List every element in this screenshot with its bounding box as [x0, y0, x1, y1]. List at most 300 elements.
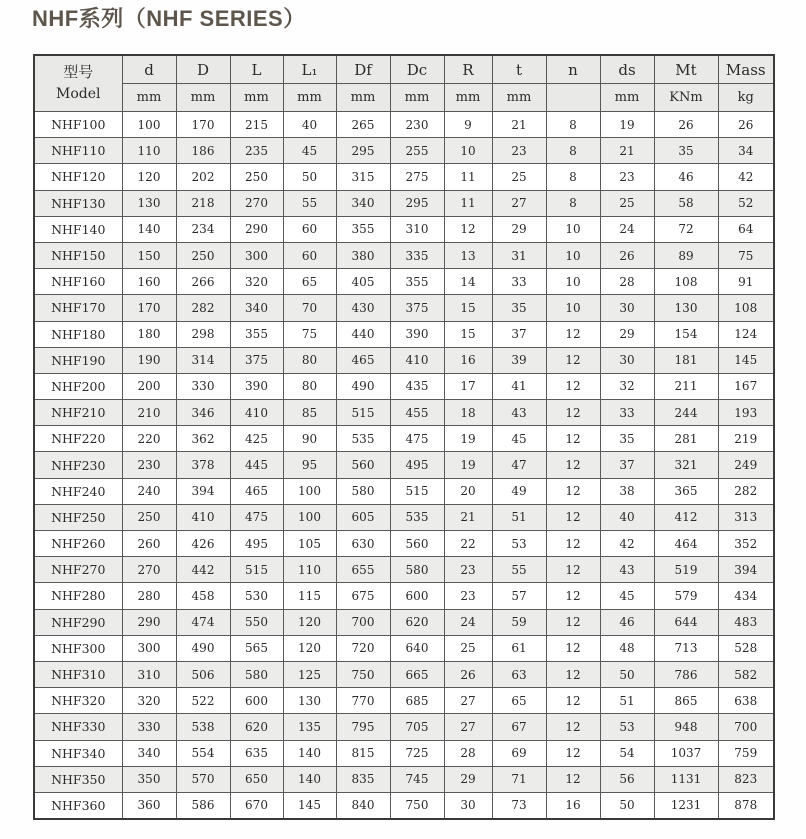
value-cell-ds: 56 [600, 766, 654, 792]
model-cell: NHF190 [34, 347, 122, 373]
model-cell: NHF150 [34, 242, 122, 268]
model-cell: NHF330 [34, 714, 122, 740]
table-row-nhf110 [34, 138, 774, 164]
value-cell-mass: 878 [718, 792, 774, 819]
value-cell-t: 67 [492, 714, 546, 740]
value-cell-l1: 115 [283, 583, 336, 609]
value-cell-n: 12 [546, 766, 600, 792]
value-cell-l1: 100 [283, 478, 336, 504]
table-row-nhf260 [34, 531, 774, 557]
value-cell-dc: 375 [390, 295, 444, 321]
value-cell-df: 605 [336, 504, 390, 530]
value-cell-d-cap: 490 [176, 635, 230, 661]
value-cell-d-cap: 250 [176, 242, 230, 268]
value-cell-dc: 745 [390, 766, 444, 792]
value-cell-n: 8 [546, 190, 600, 216]
value-cell-t: 39 [492, 347, 546, 373]
value-cell-mass: 91 [718, 269, 774, 295]
value-cell-mass: 145 [718, 347, 774, 373]
value-cell-df: 430 [336, 295, 390, 321]
column-unit-dc: mm [390, 84, 444, 112]
value-cell-r: 26 [444, 661, 492, 687]
value-cell-t: 73 [492, 792, 546, 819]
value-cell-d: 230 [122, 452, 176, 478]
value-cell-n: 12 [546, 635, 600, 661]
value-cell-n: 8 [546, 164, 600, 190]
value-cell-d-cap: 554 [176, 740, 230, 766]
column-unit-l1: mm [283, 84, 336, 112]
value-cell-r: 18 [444, 400, 492, 426]
value-cell-mt: 519 [654, 557, 718, 583]
value-cell-dc: 560 [390, 531, 444, 557]
value-cell-df: 720 [336, 635, 390, 661]
value-cell-n: 12 [546, 347, 600, 373]
value-cell-dc: 750 [390, 792, 444, 819]
value-cell-l: 635 [230, 740, 283, 766]
value-cell-t: 29 [492, 216, 546, 242]
value-cell-n: 12 [546, 609, 600, 635]
value-cell-r: 15 [444, 295, 492, 321]
value-cell-mass: 700 [718, 714, 774, 740]
value-cell-mt: 72 [654, 216, 718, 242]
value-cell-l1: 145 [283, 792, 336, 819]
value-cell-t: 47 [492, 452, 546, 478]
table-row-nhf240 [34, 478, 774, 504]
value-cell-d: 260 [122, 531, 176, 557]
value-cell-df: 675 [336, 583, 390, 609]
value-cell-d: 250 [122, 504, 176, 530]
value-cell-l1: 140 [283, 740, 336, 766]
value-cell-l1: 40 [283, 112, 336, 138]
value-cell-l1: 60 [283, 216, 336, 242]
value-cell-ds: 32 [600, 373, 654, 399]
value-cell-t: 37 [492, 321, 546, 347]
value-cell-r: 27 [444, 688, 492, 714]
value-cell-t: 59 [492, 609, 546, 635]
table-row-nhf220 [34, 426, 774, 452]
value-cell-mt: 35 [654, 138, 718, 164]
value-cell-l: 475 [230, 504, 283, 530]
value-cell-d-cap: 346 [176, 400, 230, 426]
value-cell-d: 200 [122, 373, 176, 399]
column-unit-mass: kg [718, 84, 774, 112]
table-row-nhf120 [34, 164, 774, 190]
value-cell-mass: 108 [718, 295, 774, 321]
value-cell-d: 310 [122, 661, 176, 687]
value-cell-d-cap: 426 [176, 531, 230, 557]
value-cell-l1: 100 [283, 504, 336, 530]
value-cell-ds: 54 [600, 740, 654, 766]
value-cell-d: 130 [122, 190, 176, 216]
value-cell-l1: 120 [283, 609, 336, 635]
value-cell-mass: 638 [718, 688, 774, 714]
value-cell-n: 10 [546, 269, 600, 295]
value-cell-dc: 435 [390, 373, 444, 399]
value-cell-l1: 85 [283, 400, 336, 426]
value-cell-d-cap: 282 [176, 295, 230, 321]
value-cell-r: 27 [444, 714, 492, 740]
value-cell-mass: 26 [718, 112, 774, 138]
value-cell-t: 71 [492, 766, 546, 792]
value-cell-d-cap: 170 [176, 112, 230, 138]
value-cell-n: 12 [546, 373, 600, 399]
model-cell: NHF260 [34, 531, 122, 557]
value-cell-df: 535 [336, 426, 390, 452]
value-cell-d: 180 [122, 321, 176, 347]
value-cell-r: 24 [444, 609, 492, 635]
value-cell-t: 41 [492, 373, 546, 399]
value-cell-mass: 167 [718, 373, 774, 399]
model-cell: NHF180 [34, 321, 122, 347]
value-cell-d-cap: 570 [176, 766, 230, 792]
value-cell-l: 445 [230, 452, 283, 478]
value-cell-df: 750 [336, 661, 390, 687]
column-header-model [34, 55, 122, 112]
value-cell-df: 465 [336, 347, 390, 373]
value-cell-d-cap: 314 [176, 347, 230, 373]
value-cell-l: 620 [230, 714, 283, 740]
model-cell: NHF240 [34, 478, 122, 504]
table-row-nhf140 [34, 216, 774, 242]
table-row-nhf100 [34, 112, 774, 138]
value-cell-l: 580 [230, 661, 283, 687]
value-cell-l: 425 [230, 426, 283, 452]
column-header-df: Df [336, 55, 390, 84]
value-cell-l: 270 [230, 190, 283, 216]
value-cell-d-cap: 442 [176, 557, 230, 583]
value-cell-r: 20 [444, 478, 492, 504]
model-cell: NHF310 [34, 661, 122, 687]
column-header-t: t [492, 55, 546, 84]
value-cell-t: 35 [492, 295, 546, 321]
value-cell-ds: 25 [600, 190, 654, 216]
value-cell-mass: 528 [718, 635, 774, 661]
table-row-nhf130 [34, 190, 774, 216]
model-cell: NHF320 [34, 688, 122, 714]
model-cell: NHF200 [34, 373, 122, 399]
value-cell-l1: 105 [283, 531, 336, 557]
value-cell-dc: 410 [390, 347, 444, 373]
value-cell-mt: 244 [654, 400, 718, 426]
value-cell-mt: 644 [654, 609, 718, 635]
value-cell-dc: 580 [390, 557, 444, 583]
value-cell-d: 160 [122, 269, 176, 295]
value-cell-d-cap: 394 [176, 478, 230, 504]
value-cell-mass: 282 [718, 478, 774, 504]
value-cell-dc: 275 [390, 164, 444, 190]
value-cell-d-cap: 362 [176, 426, 230, 452]
model-cell: NHF340 [34, 740, 122, 766]
value-cell-d: 320 [122, 688, 176, 714]
value-cell-d-cap: 202 [176, 164, 230, 190]
value-cell-d: 300 [122, 635, 176, 661]
model-cell: NHF210 [34, 400, 122, 426]
value-cell-l: 290 [230, 216, 283, 242]
value-cell-n: 12 [546, 557, 600, 583]
table-row-nhf150 [34, 242, 774, 268]
value-cell-mt: 211 [654, 373, 718, 399]
value-cell-d: 220 [122, 426, 176, 452]
value-cell-r: 9 [444, 112, 492, 138]
table-row-nhf320 [34, 688, 774, 714]
value-cell-df: 770 [336, 688, 390, 714]
value-cell-n: 10 [546, 242, 600, 268]
column-header-dc: Dc [390, 55, 444, 84]
value-cell-ds: 40 [600, 504, 654, 530]
value-cell-df: 440 [336, 321, 390, 347]
header-unit-row [34, 84, 774, 112]
value-cell-n: 12 [546, 426, 600, 452]
model-cell: NHF130 [34, 190, 122, 216]
value-cell-r: 21 [444, 504, 492, 530]
value-cell-mt: 181 [654, 347, 718, 373]
value-cell-t: 31 [492, 242, 546, 268]
value-cell-ds: 35 [600, 426, 654, 452]
value-cell-l1: 80 [283, 373, 336, 399]
value-cell-t: 25 [492, 164, 546, 190]
value-cell-mt: 713 [654, 635, 718, 661]
value-cell-t: 49 [492, 478, 546, 504]
value-cell-l: 495 [230, 531, 283, 557]
value-cell-mt: 1131 [654, 766, 718, 792]
value-cell-mt: 321 [654, 452, 718, 478]
value-cell-ds: 30 [600, 347, 654, 373]
table-body [34, 112, 774, 820]
value-cell-df: 560 [336, 452, 390, 478]
model-cell: NHF100 [34, 112, 122, 138]
value-cell-t: 21 [492, 112, 546, 138]
value-cell-mt: 579 [654, 583, 718, 609]
value-cell-l: 565 [230, 635, 283, 661]
value-cell-l1: 110 [283, 557, 336, 583]
column-header-mt: Mt [654, 55, 718, 84]
value-cell-df: 630 [336, 531, 390, 557]
value-cell-l: 550 [230, 609, 283, 635]
model-header-en: Model [56, 86, 101, 103]
value-cell-l1: 70 [283, 295, 336, 321]
column-unit-mt: KNm [654, 84, 718, 112]
table-row-nhf280 [34, 583, 774, 609]
value-cell-r: 12 [444, 216, 492, 242]
value-cell-l: 410 [230, 400, 283, 426]
value-cell-dc: 475 [390, 426, 444, 452]
column-header-r: R [444, 55, 492, 84]
value-cell-n: 12 [546, 714, 600, 740]
value-cell-ds: 23 [600, 164, 654, 190]
value-cell-df: 840 [336, 792, 390, 819]
value-cell-d: 110 [122, 138, 176, 164]
value-cell-mass: 124 [718, 321, 774, 347]
value-cell-l: 320 [230, 269, 283, 295]
value-cell-df: 580 [336, 478, 390, 504]
value-cell-t: 65 [492, 688, 546, 714]
value-cell-n: 12 [546, 400, 600, 426]
value-cell-ds: 53 [600, 714, 654, 740]
value-cell-n: 10 [546, 216, 600, 242]
value-cell-l: 515 [230, 557, 283, 583]
value-cell-df: 815 [336, 740, 390, 766]
value-cell-mt: 1231 [654, 792, 718, 819]
value-cell-dc: 640 [390, 635, 444, 661]
value-cell-ds: 28 [600, 269, 654, 295]
value-cell-l: 530 [230, 583, 283, 609]
value-cell-mt: 464 [654, 531, 718, 557]
value-cell-ds: 51 [600, 688, 654, 714]
value-cell-n: 12 [546, 531, 600, 557]
value-cell-dc: 230 [390, 112, 444, 138]
table-row-nhf160 [34, 269, 774, 295]
table-row-nhf340 [34, 740, 774, 766]
value-cell-ds: 29 [600, 321, 654, 347]
model-cell: NHF250 [34, 504, 122, 530]
column-header-d: d [122, 55, 176, 84]
value-cell-dc: 725 [390, 740, 444, 766]
value-cell-mt: 412 [654, 504, 718, 530]
model-cell: NHF280 [34, 583, 122, 609]
column-unit-ds: mm [600, 84, 654, 112]
value-cell-l1: 90 [283, 426, 336, 452]
value-cell-d: 170 [122, 295, 176, 321]
value-cell-d: 290 [122, 609, 176, 635]
value-cell-l: 600 [230, 688, 283, 714]
value-cell-mass: 64 [718, 216, 774, 242]
value-cell-mass: 394 [718, 557, 774, 583]
model-cell: NHF350 [34, 766, 122, 792]
value-cell-df: 265 [336, 112, 390, 138]
value-cell-d: 280 [122, 583, 176, 609]
value-cell-mass: 823 [718, 766, 774, 792]
column-unit-r: mm [444, 84, 492, 112]
column-unit-df: mm [336, 84, 390, 112]
value-cell-dc: 295 [390, 190, 444, 216]
value-cell-r: 28 [444, 740, 492, 766]
column-unit-n [546, 84, 600, 112]
value-cell-l: 670 [230, 792, 283, 819]
value-cell-l1: 50 [283, 164, 336, 190]
value-cell-df: 405 [336, 269, 390, 295]
value-cell-l: 465 [230, 478, 283, 504]
value-cell-df: 355 [336, 216, 390, 242]
value-cell-mass: 483 [718, 609, 774, 635]
table-row-nhf330 [34, 714, 774, 740]
value-cell-l: 300 [230, 242, 283, 268]
column-header-mass: Mass [718, 55, 774, 84]
model-cell: NHF220 [34, 426, 122, 452]
value-cell-mass: 219 [718, 426, 774, 452]
value-cell-d-cap: 506 [176, 661, 230, 687]
value-cell-r: 17 [444, 373, 492, 399]
value-cell-mt: 154 [654, 321, 718, 347]
value-cell-l: 650 [230, 766, 283, 792]
page-title: NHF系列（NHF SERIES） [32, 6, 306, 31]
value-cell-ds: 24 [600, 216, 654, 242]
value-cell-ds: 30 [600, 295, 654, 321]
value-cell-n: 8 [546, 112, 600, 138]
value-cell-r: 13 [444, 242, 492, 268]
value-cell-n: 12 [546, 583, 600, 609]
value-cell-l1: 45 [283, 138, 336, 164]
value-cell-mt: 58 [654, 190, 718, 216]
column-header-l: L [230, 55, 283, 84]
value-cell-n: 16 [546, 792, 600, 819]
value-cell-l1: 60 [283, 242, 336, 268]
column-unit-t: mm [492, 84, 546, 112]
value-cell-mass: 352 [718, 531, 774, 557]
model-cell: NHF290 [34, 609, 122, 635]
value-cell-t: 23 [492, 138, 546, 164]
value-cell-mass: 313 [718, 504, 774, 530]
value-cell-mass: 434 [718, 583, 774, 609]
value-cell-l1: 95 [283, 452, 336, 478]
model-cell: NHF170 [34, 295, 122, 321]
value-cell-n: 12 [546, 661, 600, 687]
value-cell-l: 250 [230, 164, 283, 190]
value-cell-d-cap: 378 [176, 452, 230, 478]
value-cell-d: 100 [122, 112, 176, 138]
value-cell-n: 12 [546, 321, 600, 347]
value-cell-t: 63 [492, 661, 546, 687]
value-cell-t: 51 [492, 504, 546, 530]
table-row-nhf200 [34, 373, 774, 399]
model-cell: NHF300 [34, 635, 122, 661]
value-cell-mass: 42 [718, 164, 774, 190]
value-cell-d: 270 [122, 557, 176, 583]
column-header-l1: L₁ [283, 55, 336, 84]
value-cell-r: 11 [444, 164, 492, 190]
value-cell-t: 55 [492, 557, 546, 583]
value-cell-dc: 620 [390, 609, 444, 635]
value-cell-ds: 21 [600, 138, 654, 164]
column-unit-d: mm [122, 84, 176, 112]
value-cell-df: 490 [336, 373, 390, 399]
value-cell-l: 355 [230, 321, 283, 347]
table-row-nhf210 [34, 400, 774, 426]
value-cell-t: 43 [492, 400, 546, 426]
value-cell-d: 190 [122, 347, 176, 373]
column-header-ds: ds [600, 55, 654, 84]
value-cell-l: 390 [230, 373, 283, 399]
value-cell-ds: 37 [600, 452, 654, 478]
value-cell-dc: 600 [390, 583, 444, 609]
value-cell-r: 14 [444, 269, 492, 295]
value-cell-d-cap: 522 [176, 688, 230, 714]
column-header-n: n [546, 55, 600, 84]
value-cell-n: 12 [546, 478, 600, 504]
value-cell-d: 240 [122, 478, 176, 504]
value-cell-l1: 125 [283, 661, 336, 687]
table-row-nhf230 [34, 452, 774, 478]
value-cell-r: 29 [444, 766, 492, 792]
value-cell-d-cap: 474 [176, 609, 230, 635]
value-cell-d-cap: 586 [176, 792, 230, 819]
value-cell-t: 27 [492, 190, 546, 216]
value-cell-dc: 535 [390, 504, 444, 530]
value-cell-r: 30 [444, 792, 492, 819]
value-cell-df: 315 [336, 164, 390, 190]
value-cell-ds: 42 [600, 531, 654, 557]
value-cell-t: 53 [492, 531, 546, 557]
value-cell-d: 150 [122, 242, 176, 268]
value-cell-r: 16 [444, 347, 492, 373]
table-row-nhf360 [34, 792, 774, 819]
value-cell-d: 210 [122, 400, 176, 426]
value-cell-d-cap: 266 [176, 269, 230, 295]
value-cell-df: 340 [336, 190, 390, 216]
value-cell-d-cap: 538 [176, 714, 230, 740]
table-row-nhf170 [34, 295, 774, 321]
value-cell-t: 69 [492, 740, 546, 766]
model-cell: NHF230 [34, 452, 122, 478]
